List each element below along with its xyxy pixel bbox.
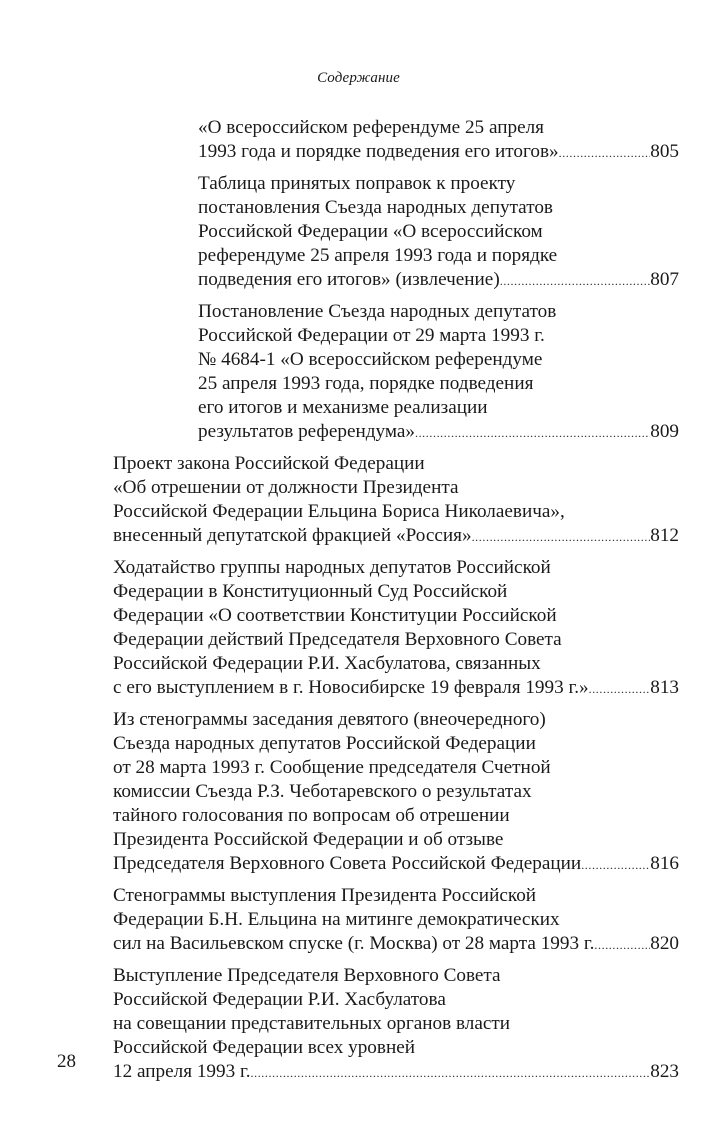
toc-entry-title-line: «Об отрешении от должности Президента xyxy=(113,477,459,498)
toc-entry-title-line: внесенный депутатской фракцией «Россия» xyxy=(113,525,472,546)
toc-page-number[interactable]: 812 xyxy=(650,525,679,546)
toc-entry-title-line: подведения его итогов» (извлечение) xyxy=(198,269,500,290)
toc-entry-title-line: Выступление Председателя Верховного Совета xyxy=(113,965,501,986)
toc-entry-last-line xyxy=(113,676,679,701)
toc-entry-title-line: Постановление Съезда народных депутатов xyxy=(198,301,557,322)
dot-leader xyxy=(594,932,650,957)
page-number: 28 xyxy=(57,1051,76,1072)
toc-entry[interactable] xyxy=(113,964,679,1085)
toc-entry-title-line: Президента Российской Федерации и об отзыве xyxy=(113,829,504,850)
dot-leader xyxy=(500,268,651,293)
toc-page-number[interactable]: 823 xyxy=(650,1061,679,1082)
toc-entry-title-line: Федерации «О соответствии Конституции Российской xyxy=(113,605,557,626)
toc-entry-title-line: Российской Федерации от 29 марта 1993 г. xyxy=(198,325,545,346)
dot-leader xyxy=(251,1060,651,1085)
toc-entry-title-line: результатов референдума» xyxy=(198,421,415,442)
toc-entry-title-line: «О всероссийском референдуме 25 апреля xyxy=(198,117,544,138)
dot-leader xyxy=(559,140,651,165)
toc-entry-title-line: Российской Федерации Р.И. Хасбулатова xyxy=(113,989,446,1010)
toc-entry-title-line: от 28 марта 1993 г. Сообщение председателя Счетной xyxy=(113,757,551,778)
toc-entry-last-line xyxy=(113,1060,679,1085)
dot-leader xyxy=(589,676,651,701)
toc-entry-title-line: 12 апреля 1993 г. xyxy=(113,1061,251,1082)
toc-entry-title-line: Из стенограммы заседания девятого (внеочередного) xyxy=(113,709,546,730)
toc-entry-title-line: тайного голосования по вопросам об отрешении xyxy=(113,805,510,826)
toc-entry[interactable] xyxy=(198,172,679,293)
toc-page-number[interactable]: 807 xyxy=(650,269,679,290)
toc-entry-title-line: Российской Федерации Р.И. Хасбулатова, связанных xyxy=(113,653,541,674)
toc-entry-title-line: постановления Съезда народных депутатов xyxy=(198,197,553,218)
toc-entry-title-line: комиссии Съезда Р.З. Чеботаревского о результатах xyxy=(113,781,532,802)
toc-entry-title-line: 25 апреля 1993 года, порядке подведения xyxy=(198,373,534,394)
toc-entry-title-line: 1993 года и порядке подведения его итогов» xyxy=(198,141,559,162)
toc-entry-title-line: Председателя Верховного Совета Российской Федерации xyxy=(113,853,582,874)
toc-entry-last-line xyxy=(113,932,679,957)
toc-page-number[interactable]: 820 xyxy=(650,933,679,954)
toc-entry-last-line xyxy=(113,524,679,549)
toc-entry-title-line: Федерации Б.Н. Ельцина на митинге демократических xyxy=(113,909,560,930)
toc-entry-title-line: № 4684-1 «О всероссийском референдуме xyxy=(198,349,543,370)
toc-entry-last-line xyxy=(198,140,679,165)
toc-entry-title-line: Федерации действий Председателя Верховного Совета xyxy=(113,629,562,650)
toc-entry-title-line: Российской Федерации Ельцина Бориса Николаевича», xyxy=(113,501,565,522)
toc-entry-title-line: Проект закона Российской Федерации xyxy=(113,453,425,474)
toc-entry-title-line: на совещании представительных органов власти xyxy=(113,1013,511,1034)
toc-entry-title-line: сил на Васильевском спуске (г. Москва) от 28 марта 1993 г. xyxy=(113,933,595,954)
table-of-contents xyxy=(0,116,717,1092)
toc-entry[interactable] xyxy=(113,708,679,877)
toc-entry-title-line: Таблица принятых поправок к проекту xyxy=(198,173,516,194)
toc-entry-last-line xyxy=(198,268,679,293)
toc-entry[interactable] xyxy=(113,556,679,701)
toc-entry-last-line xyxy=(198,420,679,445)
toc-page-number[interactable]: 809 xyxy=(650,421,679,442)
toc-entry[interactable] xyxy=(198,300,679,445)
toc-entry-title-line: с его выступлением в г. Новосибирске 19 февраля 1993 г.» xyxy=(113,677,589,698)
toc-page-number[interactable]: 816 xyxy=(650,853,679,874)
toc-entry-title-line: Ходатайство группы народных депутатов Российской xyxy=(113,557,551,578)
toc-entry-last-line xyxy=(113,852,679,877)
toc-entry[interactable] xyxy=(198,116,679,165)
toc-page-number[interactable]: 813 xyxy=(650,677,679,698)
toc-page-number[interactable]: 805 xyxy=(650,141,679,162)
dot-leader xyxy=(415,420,650,445)
toc-entry-title-line: Российской Федерации «О всероссийском xyxy=(198,221,543,242)
toc-entry[interactable] xyxy=(113,884,679,957)
dot-leader xyxy=(472,524,651,549)
toc-entry-title-line: Стенограммы выступления Президента Российской xyxy=(113,885,537,906)
running-head: Содержание xyxy=(317,70,400,86)
toc-entry-title-line: Российской Федерации всех уровней xyxy=(113,1037,416,1058)
dot-leader xyxy=(581,852,650,877)
toc-entry-title-line: Съезда народных депутатов Российской Федерации xyxy=(113,733,536,754)
toc-entry[interactable] xyxy=(113,452,679,549)
toc-entry-title-line: его итогов и механизме реализации xyxy=(198,397,488,418)
toc-entry-title-line: референдуме 25 апреля 1993 года и порядке xyxy=(198,245,558,266)
toc-entry-title-line: Федерации в Конституционный Суд Российской xyxy=(113,581,508,602)
